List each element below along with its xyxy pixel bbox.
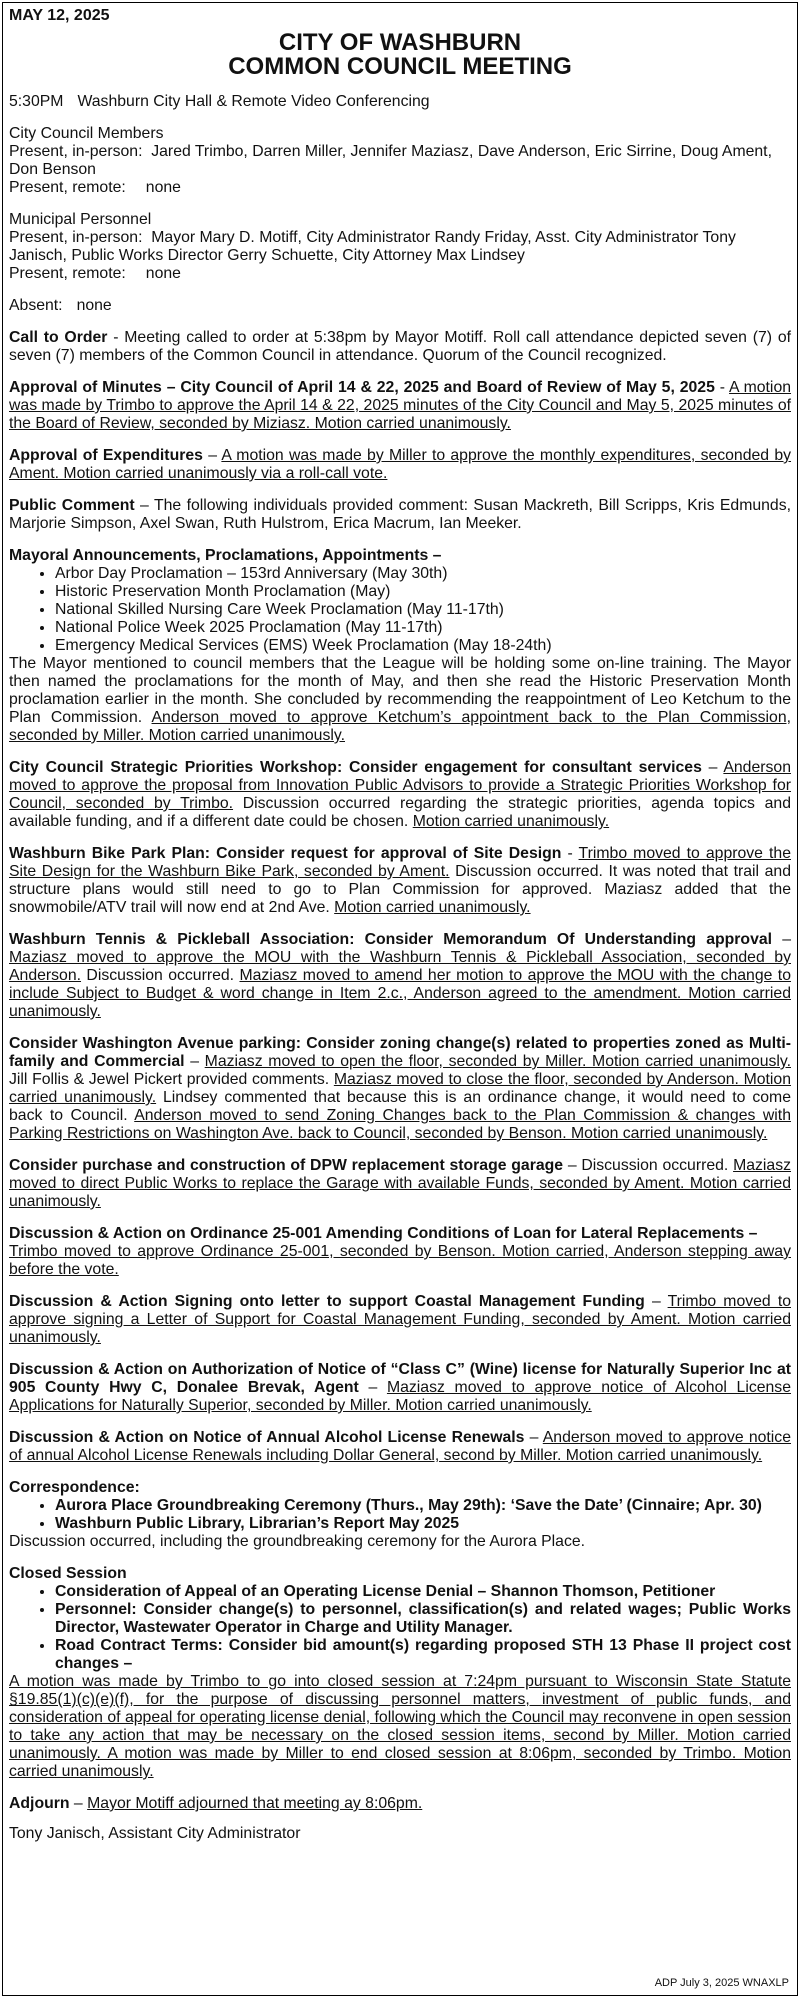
public-comment-title: Public Comment: [9, 497, 135, 514]
bikepark-text: Discussion occurred. It was noted that trail and structure plans would still need to go to Plan Commission for approved. Maziasz added that the snowmobile/ATV trail will now end at 2nd Ave.: [9, 863, 791, 916]
list-item: • National Skilled Nursing Care Week Proclamation (May 11-17th): [55, 601, 791, 619]
bikepark-result: Motion carried unanimously.: [334, 899, 531, 916]
call-to-order: [9, 329, 791, 365]
classc-motion: Maziasz moved to approve notice of Alcohol License Applications for Naturally Superior, seconded by Miller. Motion carried unanimously.: [9, 1379, 791, 1414]
personnel-inperson-label: Present, in-person:: [9, 229, 143, 246]
council-heading: City Council Members: [9, 125, 164, 142]
coastal-management: [9, 1293, 791, 1347]
mayoral-title: Mayoral Announcements, Proclamations, Appointments –: [9, 547, 442, 564]
minutes-title: Approval of Minutes – City Council of April 14 & 22, 2025 and Board of Review of May 5, 2025: [9, 379, 715, 396]
coastal-motion: Trimbo moved to approve signing a Letter of Support for Coastal Management Funding, seconded by Ament. Motion carried unanimously.: [9, 1293, 791, 1346]
list-item: • Aurora Place Groundbreaking Ceremony (Thurs., May 29th): ‘Save the Date’ (Cinnaire; Apr. 30): [55, 1497, 791, 1515]
approval-of-minutes: [9, 379, 791, 433]
absent-value: none: [76, 297, 112, 314]
ordinance-25-001: [9, 1225, 791, 1279]
tennis-title: Washburn Tennis & Pickleball Association: Consider Memorandum Of Understanding approval: [9, 931, 773, 948]
class-c-license: [9, 1361, 791, 1415]
list-item: • National Police Week 2025 Proclamation (May 11-17th): [55, 619, 791, 637]
classc-title: Discussion & Action on Authorization of Notice of “Class C” (Wine) license for Naturally Superior Inc at 905 County Hwy C, Donalee Brevak, Agent: [9, 1361, 791, 1396]
council-remote-value: none: [145, 179, 181, 196]
bikepark-separator: -: [561, 845, 579, 862]
meeting-time-location: [9, 93, 791, 111]
alcohol-title: Discussion & Action on Notice of Annual Alcohol License Renewals: [9, 1429, 525, 1446]
parking-text-2: Lindsey commented that because this is an ordinance change, it would need to come back to Council.: [9, 1089, 791, 1124]
alcohol-separator: –: [524, 1429, 543, 1446]
parking-motion-close: Maziasz moved to close the floor, seconded by Anderson. Motion carried unanimously.: [9, 1071, 791, 1106]
meeting-location: Washburn City Hall & Remote Video Conferencing: [77, 93, 430, 110]
list-item: • Personnel: Consider change(s) to personnel, classification(s) and related wages; Public Works Director, Wastewater Operator in Charge and Utility Manager.: [55, 1601, 791, 1637]
bikepark-motion: Trimbo moved to approve the Site Design for the Washburn Bike Park, seconded by Ament.: [9, 845, 791, 880]
call-to-order-text: - Meeting called to order at 5:38pm by Mayor Motiff. Roll call attendance depicted seven (7) of seven (7) members of the Common Council in attendance. Quorum of the Council recognized.: [9, 329, 791, 364]
mayoral-text: The Mayor mentioned to council members that the League will be holding some on-line training. The Mayor then named the proclamations for the month of May, and then she read the Historic Preservation Month proclamation earlier in the month. She concluded by recommending the reappointment of Leo Ketchum to the Plan Commission.: [9, 655, 791, 726]
signature: Tony Janisch, Assistant City Administrator: [9, 1825, 301, 1842]
title-line-2: COMMON COUNCIL MEETING: [228, 53, 572, 80]
absent-line: [9, 297, 791, 315]
meeting-time: 5:30PM: [9, 93, 64, 110]
parking-motion-send: Anderson moved to send Zoning Changes back to the Plan Commission & changes with Parking Restrictions on Washington Ave. back to Council, seconded by Benson. Motion carried unanimously.: [9, 1107, 791, 1142]
council-inperson-list: Jared Trimbo, Darren Miller, Jennifer Maziasz, Dave Anderson, Eric Sirrine, Doug Ament, Don Benson: [9, 143, 772, 178]
bike-park-plan: [9, 845, 791, 917]
municipal-personnel: [9, 211, 791, 283]
personnel-heading: Municipal Personnel: [9, 211, 152, 228]
personnel-remote-label: Present, remote:: [9, 265, 126, 282]
public-comment-text: – The following individuals provided comment: Susan Mackreth, Bill Scripps, Kris Edmunds, Marjorie Simpson, Axel Swan, Ruth Hulstrom, Erica Macrum, Ian Meeker.: [9, 497, 791, 532]
washington-ave-parking: [9, 1035, 791, 1143]
approval-of-expenditures: [9, 447, 791, 483]
list-item: • Road Contract Terms: Consider bid amount(s) regarding proposed STH 13 Phase II project cost changes –: [55, 1637, 791, 1673]
list-item: • Emergency Medical Services (EMS) Week Proclamation (May 18-24th): [55, 637, 791, 655]
closed-list: [9, 1583, 791, 1673]
list-item: • Historic Preservation Month Proclamation (May): [55, 583, 791, 601]
mayoral-announcements: [9, 547, 791, 745]
alcohol-renewals: [9, 1429, 791, 1465]
mayoral-motion: Anderson moved to approve Ketchum’s appointment back to the Plan Commission, seconded by Miller. Motion carried unanimously.: [9, 709, 792, 744]
coastal-title: Discussion & Action Signing onto letter to support Coastal Management Funding: [9, 1293, 645, 1310]
closed-title: Closed Session: [9, 1565, 127, 1582]
parking-text-1: Jill Follis & Jewel Pickert provided comments.: [9, 1071, 334, 1088]
parking-separator: –: [184, 1053, 205, 1070]
parking-motion-open: Maziasz moved to open the floor, seconded by Miller. Motion carried unanimously.: [204, 1053, 791, 1070]
public-comment: [9, 497, 791, 533]
strategic-motion: Anderson moved to approve the proposal from Innovation Public Advisors to provide a Strategic Priorities Workshop for Council, seconded by Trimbo.: [9, 759, 791, 812]
adjourn-motion: Mayor Motiff adjourned that meeting ay 8:06pm.: [87, 1795, 423, 1812]
expenditures-separator: –: [202, 447, 222, 464]
adjourn-title: Adjourn: [9, 1795, 70, 1812]
strategic-text: Discussion occurred regarding the strategic priorities, agenda topics and available funding, and if a different date could be chosen.: [9, 795, 791, 830]
dpw-garage: [9, 1157, 791, 1211]
ordinance-title: Discussion & Action on Ordinance 25-001 Amending Conditions of Loan for Lateral Replacements –: [9, 1225, 758, 1242]
personnel-inperson-list: Mayor Mary D. Motiff, City Administrator Randy Friday, Asst. City Administrator Tony Janisch, Public Works Director Gerry Schuette, City Attorney Max Lindsey: [9, 229, 736, 264]
expenditures-title: Approval of Expenditures: [9, 447, 203, 464]
meeting-date: MAY 12, 2025: [9, 7, 110, 24]
council-inperson-label: Present, in-person:: [9, 143, 143, 160]
tennis-amendment: Maziasz moved to amend her motion to approve the MOU with the change to include Subject to Budget & word change in Item 2.c., Anderson agreed to the amendment. Motion carried unanimously.: [9, 967, 791, 1020]
council-remote-label: Present, remote:: [9, 179, 126, 196]
adjourn-separator: –: [69, 1795, 88, 1812]
strategic-title: City Council Strategic Priorities Workshop: Consider engagement for consultant services: [9, 759, 702, 776]
expenditures-motion: A motion was made by Miller to approve the monthly expenditures, seconded by Ament. Motion carried unanimously via a roll-call vote.: [9, 447, 792, 482]
notice-page: [2, 2, 798, 1996]
tennis-text: Discussion occurred.: [81, 967, 240, 984]
correspondence-text: Discussion occurred, including the groundbreaking ceremony for the Aurora Place.: [9, 1533, 586, 1550]
proclamation-list: [9, 565, 791, 655]
personnel-remote-value: none: [145, 265, 181, 282]
correspondence: [9, 1479, 791, 1551]
list-item: • Consideration of Appeal of an Operating License Denial – Shannon Thomson, Petitioner: [55, 1583, 791, 1601]
minutes-separator: -: [714, 379, 730, 396]
list-item: • Washburn Public Library, Librarian’s Report May 2025: [55, 1515, 791, 1533]
adjourn: [9, 1795, 791, 1813]
parking-title: Consider Washington Avenue parking: Consider zoning change(s) related to properties zoned as Multi-family and Commercial: [9, 1035, 791, 1070]
classc-separator: –: [358, 1379, 387, 1396]
garage-title: Consider purchase and construction of DPW replacement storage garage: [9, 1157, 564, 1174]
strategic-priorities: [9, 759, 791, 831]
garage-text: – Discussion occurred.: [563, 1157, 734, 1174]
list-item: • Arbor Day Proclamation – 153rd Anniversary (May 30th): [55, 565, 791, 583]
closed-session: [9, 1565, 791, 1781]
document-title: [9, 31, 791, 79]
tennis-separator: –: [772, 931, 791, 948]
bikepark-title: Washburn Bike Park Plan: Consider request for approval of Site Design: [9, 845, 562, 862]
correspondence-list: [9, 1497, 791, 1533]
council-members: [9, 125, 791, 197]
coastal-separator: –: [644, 1293, 668, 1310]
tennis-pickleball-mou: [9, 931, 791, 1021]
tennis-motion: Maziasz moved to approve the MOU with the Washburn Tennis & Pickleball Association, seconded by Anderson.: [9, 949, 791, 984]
absent-label: Absent:: [9, 297, 63, 314]
closed-motion: A motion was made by Trimbo to go into closed session at 7:24pm pursuant to Wisconsin State Statute §19.85(1)(c)(e)(f), for the purpose of discussing personnel matters, investment of public funds, and consideration of appeal for operating license denial, following which the Council may reconvene in open session to take any action that may be necessary on the closed session items, second by Miller. Motion carried unanimously. A motion was made by Miller to end closed session at 8:06pm, seconded by Trimbo. Motion carried unanimously.: [9, 1673, 791, 1780]
minutes-motion: A motion was made by Trimbo to approve the April 14 & 22, 2025 minutes of the City Council and May 5, 2025 minutes of the Board of Review, seconded by Miziasz. Motion carried unanimously.: [9, 379, 792, 432]
strategic-result: Motion carried unanimously.: [412, 813, 610, 830]
alcohol-motion: Anderson moved to approve notice of annual Alcohol License Renewals including Dollar General, second by Miller. Motion carried unanimously.: [9, 1429, 791, 1464]
ordinance-motion: Trimbo moved to approve Ordinance 25-001, seconded by Benson. Motion carried, Anderson stepping away before the vote.: [9, 1243, 791, 1278]
strategic-separator: –: [701, 759, 724, 776]
call-to-order-title: Call to Order: [9, 329, 108, 346]
publication-footer: ADP July 3, 2025 WNAXLP: [654, 1977, 789, 1989]
title-line-1: CITY OF WASHBURN: [278, 29, 522, 56]
correspondence-title: Correspondence:: [9, 1479, 140, 1496]
garage-motion: Maziasz moved to direct Public Works to replace the Garage with available Funds, seconded by Ament. Motion carried unanimously.: [9, 1157, 791, 1210]
